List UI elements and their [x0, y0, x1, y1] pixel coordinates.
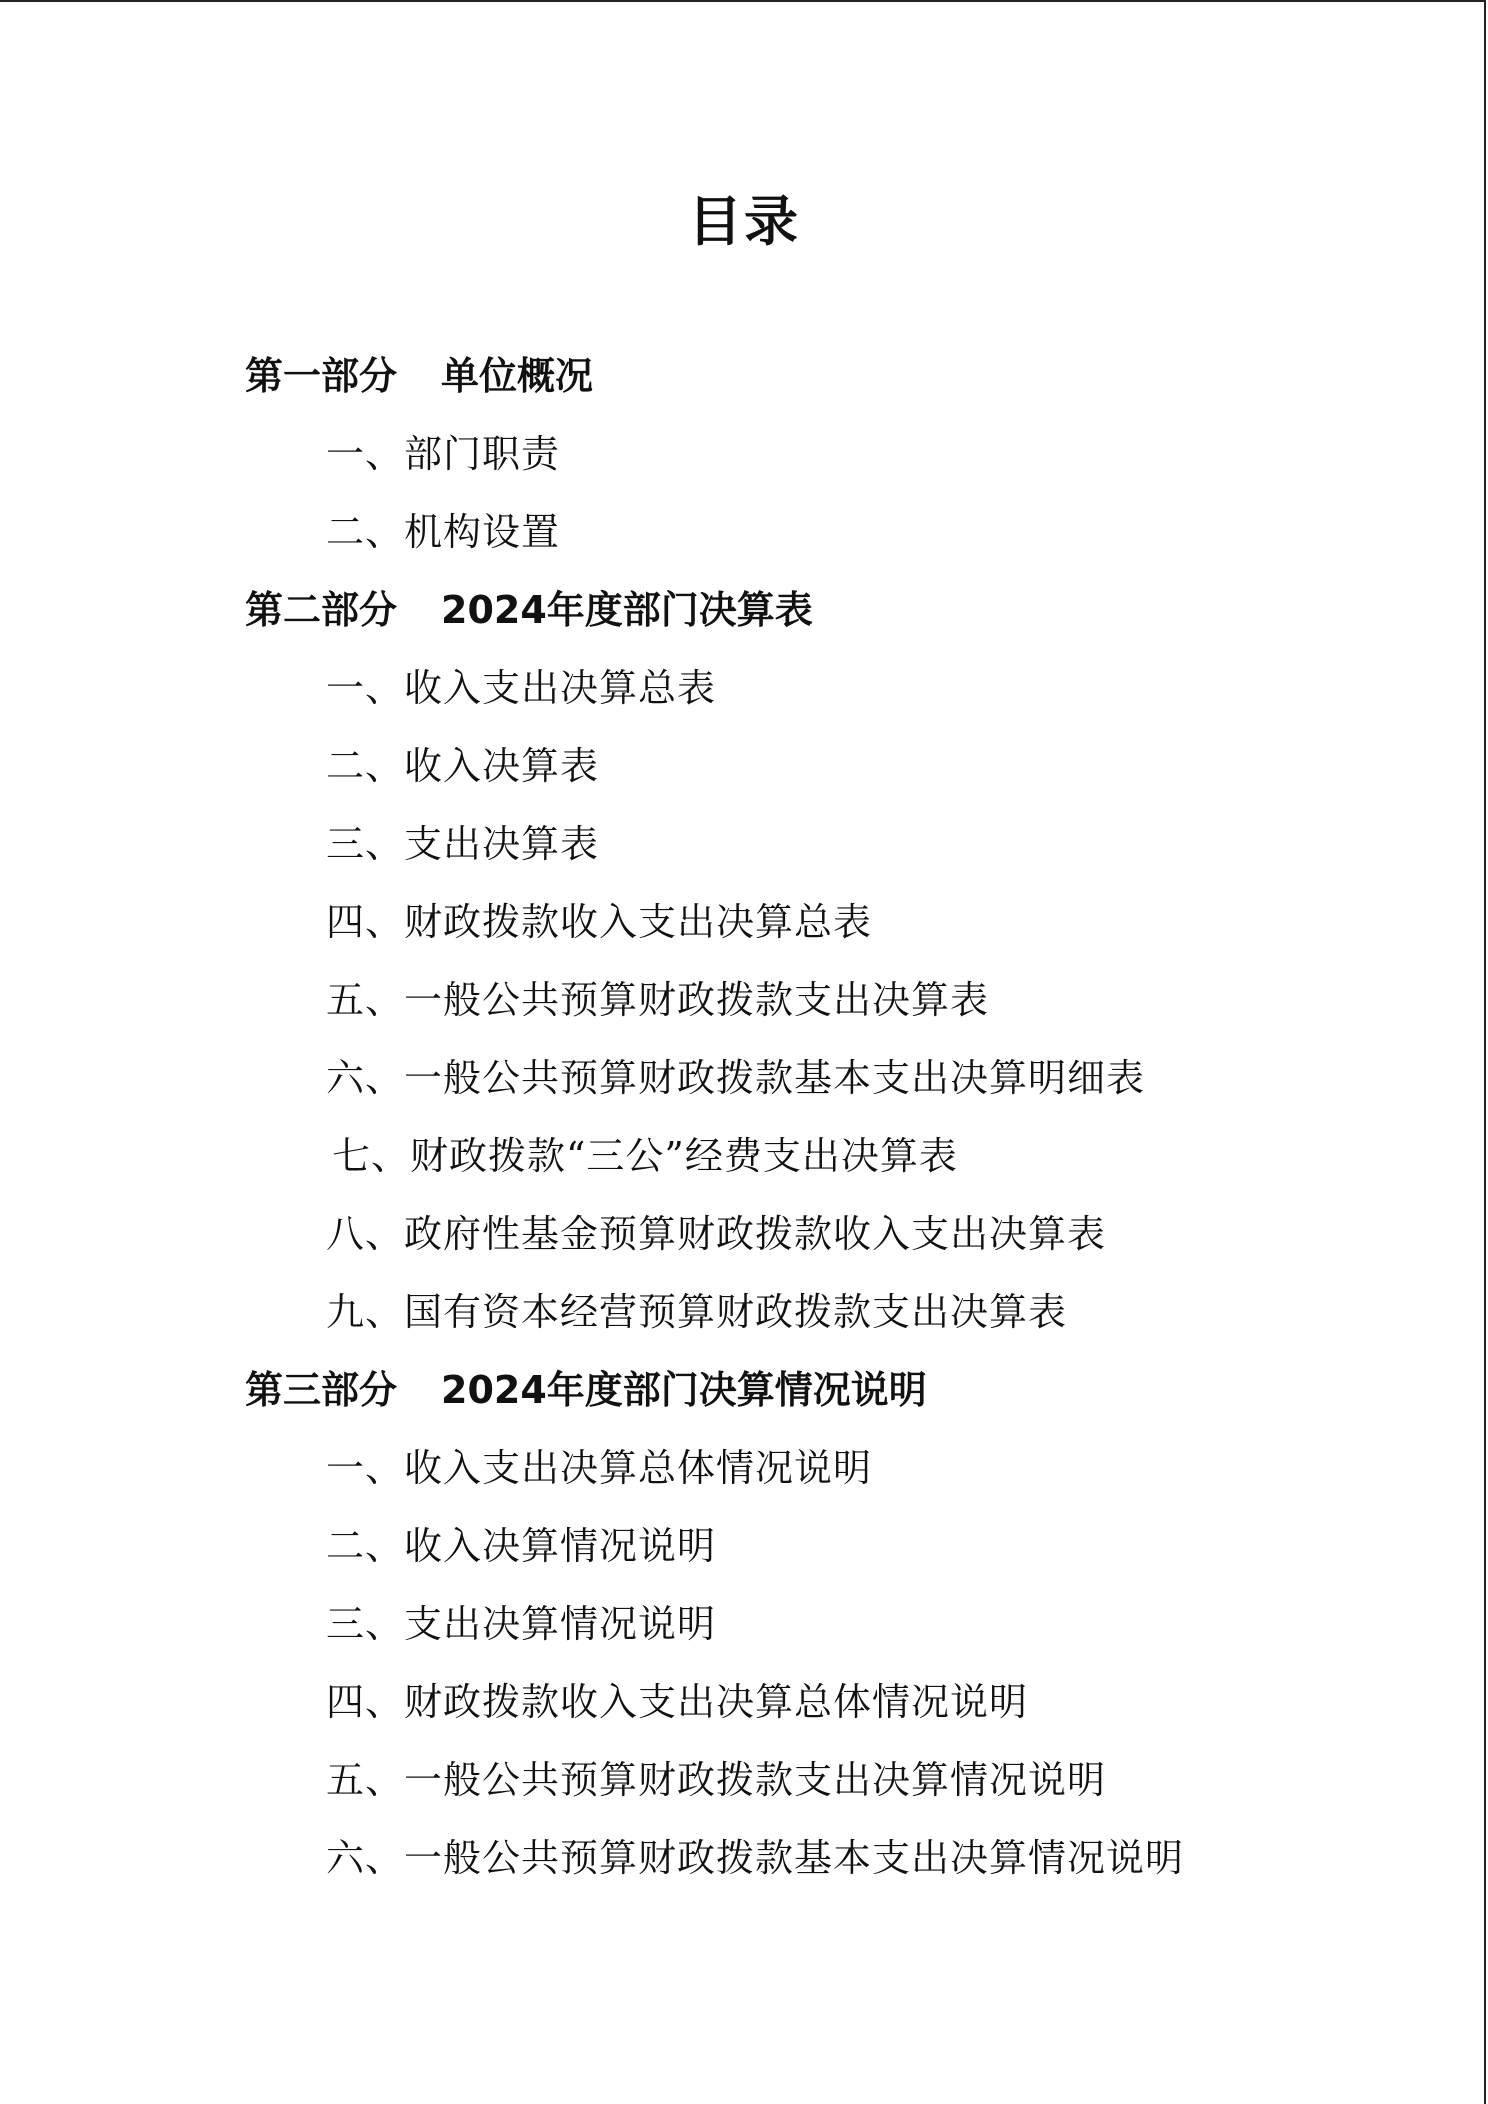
toc-item[interactable]: 四、财政拨款收入支出决算总体情况说明	[326, 1680, 1029, 1724]
toc-part-label: 第三部分	[245, 1368, 398, 1412]
toc-item[interactable]: 八、政府性基金预算财政拨款收入支出决算表	[326, 1212, 1107, 1256]
toc-item[interactable]: 三、支出决算情况说明	[326, 1602, 717, 1646]
toc-item[interactable]: 七、财政拨款“三公”经费支出决算表	[332, 1134, 958, 1178]
toc-item[interactable]: 九、国有资本经营预算财政拨款支出决算表	[326, 1290, 1068, 1334]
toc-item[interactable]: 一、收入支出决算总表	[326, 666, 717, 710]
toc-part-label: 第一部分	[245, 354, 398, 398]
toc-part-heading: 2024年度部门决算情况说明	[441, 1368, 927, 1412]
toc-item[interactable]: 六、一般公共预算财政拨款基本支出决算明细表	[326, 1056, 1146, 1100]
toc-item[interactable]: 二、机构设置	[326, 510, 561, 554]
toc-item[interactable]: 三、支出决算表	[326, 822, 600, 866]
toc-part-2[interactable]	[0, 571, 1488, 649]
table-of-contents	[0, 337, 1488, 1897]
toc-item[interactable]: 四、财政拨款收入支出决算总表	[326, 900, 873, 944]
toc-part-heading: 单位概况	[441, 354, 594, 398]
toc-item[interactable]: 五、一般公共预算财政拨款支出决算情况说明	[326, 1758, 1107, 1802]
toc-part-label: 第二部分	[245, 588, 398, 632]
toc-item[interactable]: 一、部门职责	[326, 432, 561, 476]
toc-part-3[interactable]	[0, 1351, 1488, 1429]
toc-item[interactable]: 五、一般公共预算财政拨款支出决算表	[326, 978, 990, 1022]
toc-item[interactable]: 二、收入决算情况说明	[326, 1524, 717, 1568]
toc-item[interactable]: 六、一般公共预算财政拨款基本支出决算情况说明	[326, 1836, 1185, 1880]
toc-item[interactable]: 一、收入支出决算总体情况说明	[326, 1446, 873, 1490]
toc-part-1[interactable]	[0, 337, 1488, 415]
toc-part-heading: 2024年度部门决算表	[441, 588, 813, 632]
toc-item[interactable]: 二、收入决算表	[326, 744, 600, 788]
page-title: 目录	[688, 190, 800, 253]
